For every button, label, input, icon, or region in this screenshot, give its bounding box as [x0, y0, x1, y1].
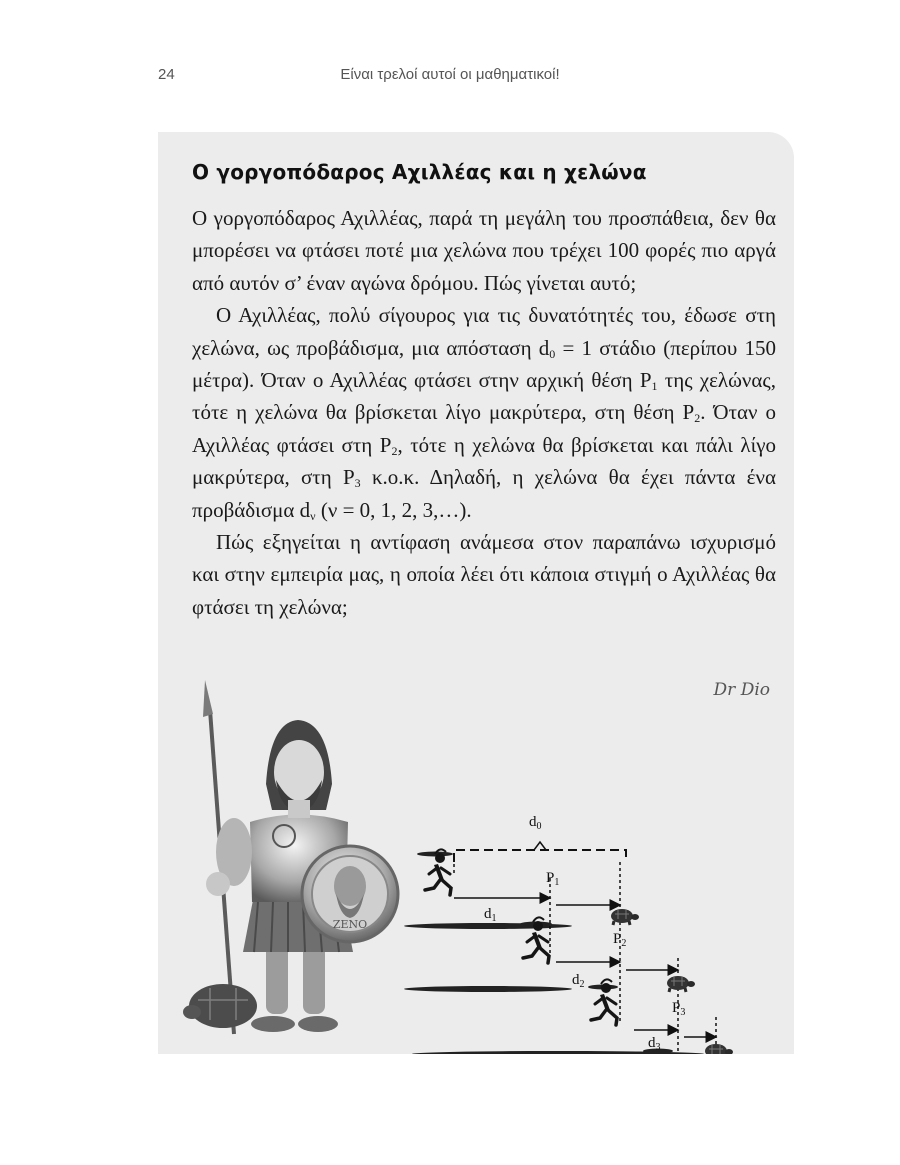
- book-title: Είναι τρελοί αυτοί οι μαθηματικοί!: [340, 66, 560, 83]
- label-p3: $P_3$: [672, 1000, 686, 1018]
- label-d0: $d_0$: [529, 814, 542, 832]
- tortoise-row-2: [667, 976, 695, 992]
- tortoise-row-1: [611, 909, 639, 925]
- tortoise-row-3: [705, 1044, 733, 1054]
- position-lines: [454, 862, 716, 1054]
- label-d3: $d_3$: [648, 1035, 661, 1053]
- paragraph-3: Πώς εξηγείται η αντίφαση ανάμεσα στον παραπάνω ισχυρισμό και στην εμπειρία μας, η οποία λέει ότι κάποια στιγμή ο Αχιλλέας θα φτάσει τη χελώνα;: [192, 530, 776, 619]
- shield-text: ZENO: [332, 918, 368, 931]
- artist-signature: Dr Dio: [713, 680, 770, 700]
- body-text: [192, 202, 776, 623]
- box-title: Ο γοργοπόδαρος Αχιλλέας και η χελώνα: [192, 160, 647, 184]
- running-head: [0, 66, 900, 90]
- content-box: [158, 132, 794, 1054]
- achilles-tortoise-diagram: [158, 662, 794, 1054]
- achilles-figure: [183, 680, 398, 1034]
- illustration: [158, 662, 794, 1054]
- paragraph-1: Ο γοργοπόδαρος Αχιλλέας, παρά τη μεγάλη του προσπάθεια, δεν θα μπορέσει να φτάσει ποτέ μια χελώνα που τρέχει 100 φορές πιο αργά από αυτόν σ’ έναν αγώνα δρόμου. Πώς γίνεται αυτό;: [192, 206, 776, 295]
- paragraph-2: Ο Αχιλλέας, πολύ σίγουρος για τις δυνατότητές του, έδωσε στη χελώνα, ως προβάδισμα, μια απόσταση $d_0 = 1$ στάδιο (περίπου 150 μέτρα). Όταν ο Αχιλλέας φτάσει στην αρχική θέση $P_1$ της χελώνας, τότε η χελώνα θα βρίσκεται λίγο μακρύτερα, στη θέση $P_2$. Όταν ο Αχιλλέας φτάσει στη $P_2$, τότε η χελώνα θα βρίσκεται και πάλι λίγο μακρύτερα, στη $P_3$ κ.ο.κ. Δηλαδή, η χελώνα θα έχει πάντα ένα προβάδισμα $d_\nu$ (ν = 0, 1, 2, 3,…).: [192, 303, 777, 523]
- label-p1: $P_1$: [546, 870, 560, 888]
- label-d1: $d_1$: [484, 906, 497, 924]
- d0-bracket: [454, 842, 626, 862]
- label-p2: $P_2$: [613, 931, 627, 949]
- label-d2: $d_2$: [572, 972, 585, 990]
- page-number: 24: [158, 66, 175, 83]
